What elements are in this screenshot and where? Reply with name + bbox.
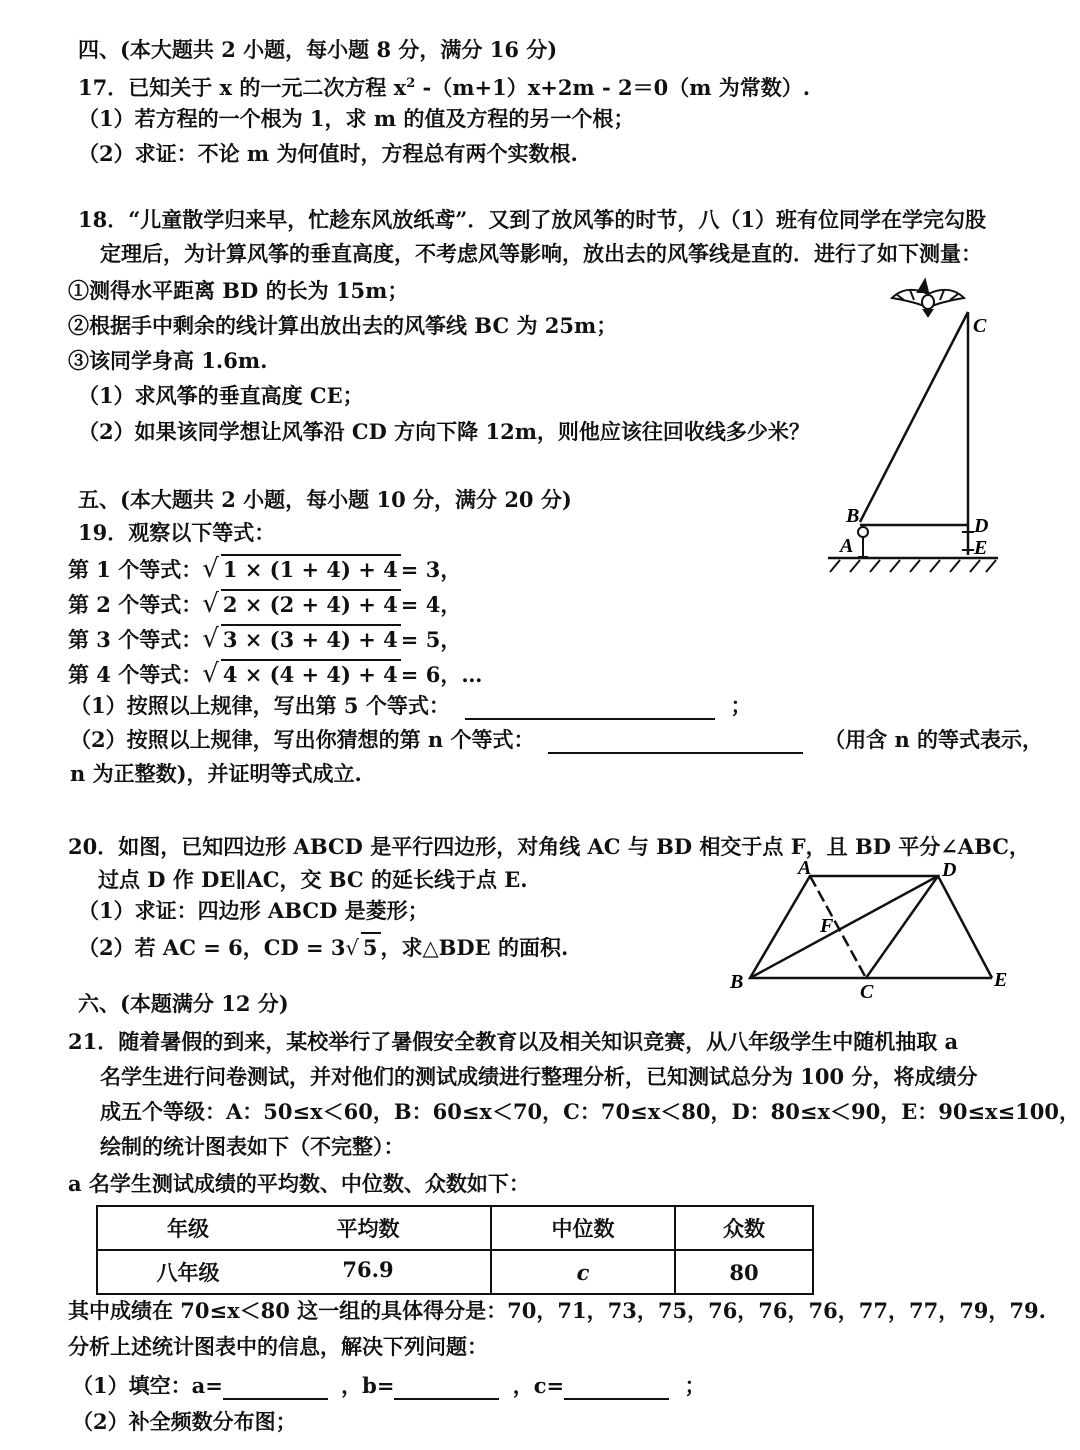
q19-equation-3 [68, 624, 461, 654]
label-a: A [798, 860, 812, 879]
section-6-heading: 六、(本题满分 12 分) [78, 991, 289, 1016]
sqrt-sign-icon: √ [202, 589, 219, 619]
equation-label: 第 2 个等式： [68, 592, 203, 617]
q20-part2-pre: （2）若 AC = 6，CD = 3 [78, 935, 346, 960]
label-c: C [860, 981, 874, 1000]
q19-part1-end: ； [730, 693, 752, 718]
q18-measure1: ①测得水平距离 BD 的长为 15m； [68, 278, 409, 303]
table-cell-median: c [491, 1250, 675, 1294]
equation-radicand: 1 × (1 + 4) + 4 [221, 554, 401, 584]
q19-equation-2 [68, 589, 461, 619]
q18-line1: 18．“儿童散学归来早，忙趁东风放纸鸢”．又到了放风筝的时节，八（1）班有位同学在学完勾股 [78, 207, 986, 232]
equation-radicand: 2 × (2 + 4) + 4 [221, 589, 401, 619]
table-header-mode: 众数 [675, 1206, 813, 1250]
q21-fill-c-label: ，c= [512, 1373, 565, 1398]
table-cell-grade-mean [97, 1250, 491, 1294]
label-a: A [840, 535, 854, 557]
q19-part2-line2: n 为正整数)，并证明等式成立. [70, 761, 362, 786]
q17-stem [78, 70, 810, 102]
label-d: D [942, 860, 957, 881]
equation-label: 第 1 个等式： [68, 557, 203, 582]
equation-rhs: = 3， [400, 557, 462, 582]
q21-fill-b-label: ，b= [341, 1373, 395, 1398]
q19-part2 [70, 726, 1043, 754]
q21-fill-end: ； [684, 1373, 706, 1398]
segment-de [938, 876, 992, 978]
q21-line3: 成五个等级：A：50≤x＜60，B：60≤x＜70，C：70≤x＜80，D：80≤x＜90，E：90≤x≤100， [100, 1099, 1080, 1124]
kite-figure [820, 270, 1020, 580]
q21-line5: a 名学生测试成绩的平均数、中位数、众数如下： [68, 1171, 530, 1196]
table-cell-mode: 80 [675, 1250, 813, 1294]
q21-fill-a-label: （1）填空：a= [72, 1373, 223, 1398]
q21-part2: （2）补全频数分布图； [72, 1409, 297, 1434]
equation-rhs: = 5， [400, 627, 462, 652]
equation-label: 第 3 个等式： [68, 627, 203, 652]
q19-part2-text: （2）按照以上规律，写出你猜想的第 n 个等式： [70, 727, 535, 752]
diagonal-ac [810, 876, 866, 978]
label-c: C [973, 315, 987, 337]
label-b: B [846, 505, 860, 527]
q19-part1 [70, 692, 751, 720]
label-f: F [820, 915, 834, 937]
person-icon [858, 527, 868, 557]
label-e: E [974, 537, 988, 559]
sqrt-sign-icon: √ [202, 659, 219, 689]
label-d: D [974, 515, 989, 537]
q17-part2: （2）求证：不论 m 为何值时，方程总有两个实数根. [78, 141, 578, 166]
parallelogram-figure [720, 860, 1020, 1000]
answer-blank-5th-equation[interactable] [465, 698, 715, 720]
table-header-mean: 平均数 [336, 1216, 400, 1241]
q20-line2: 过点 D 作 DE∥AC，交 BC 的延长线于点 E. [98, 867, 528, 892]
answer-blank-a[interactable] [223, 1378, 328, 1400]
answer-blank-c[interactable] [564, 1378, 669, 1400]
q21-line1: 21．随着暑假的到来，某校举行了暑假安全教育以及相关知识竞赛，从八年级学生中随机抽取 a [68, 1029, 959, 1054]
q19-equation-4 [68, 659, 482, 689]
q21-line2: 名学生进行问卷测试，并对他们的测试成绩进行整理分析，已知测试总分为 100 分，将成绩分 [100, 1064, 978, 1089]
q18-part2: （2）如果该同学想让风筝沿 CD 方向下降 12m，则他应该往回收线多少米？ [78, 419, 810, 444]
q18-part1: （1）求风筝的垂直高度 CE； [78, 383, 364, 408]
q17-part1: （1）若方程的一个根为 1，求 m 的值及方程的另一个根； [78, 106, 635, 131]
q19-part1-text: （1）按照以上规律，写出第 5 个等式： [70, 693, 450, 718]
equation-radicand: 3 × (3 + 4) + 4 [221, 624, 401, 654]
sqrt-sign-icon: √ [202, 554, 219, 584]
q20-line1: 20．如图，已知四边形 ABCD 是平行四边形，对角线 AC 与 BD 相交于点 F，且 BD 平分∠ABC， [68, 834, 1030, 859]
diagonal-bd [750, 876, 938, 978]
table-header-median: 中位数 [491, 1206, 675, 1250]
equation-rhs: = 6，… [400, 662, 483, 687]
q21-line7: 分析上述统计图表中的信息，解决下列问题： [68, 1334, 488, 1359]
q18-line2: 定理后，为计算风筝的垂直高度，不考虑风等影响，放出去的风筝线是直的．进行了如下测量： [100, 241, 982, 266]
stats-table [96, 1205, 814, 1295]
q20-part1: （1）求证：四边形 ABCD 是菱形； [78, 898, 429, 923]
section-4-heading: 四、(本大题共 2 小题，每小题 8 分，满分 16 分) [78, 37, 558, 62]
q20-part2-post: ，求△BDE 的面积. [380, 935, 569, 960]
table-row [97, 1250, 813, 1294]
table-header-grade: 年级 [167, 1216, 209, 1241]
table-header-grade-mean-cell [97, 1206, 491, 1250]
q17-stem-post: -（m+1）x+2m - 2＝0（m 为常数）. [415, 75, 811, 100]
q18-measure2: ②根据手中剩余的线计算出放出去的风筝线 BC 为 25m； [68, 313, 618, 338]
q17-stem-superscript: 2 [406, 76, 416, 91]
q19-part2-end: （用含 n 的等式表示， [824, 727, 1044, 752]
q17-stem-pre: 17．已知关于 x 的一元二次方程 x [78, 75, 407, 100]
sqrt-sign-icon: √ [202, 624, 219, 654]
q20-sqrt-radicand: 5 [361, 932, 381, 962]
table-header-row [97, 1206, 813, 1250]
q20-part2 [78, 932, 568, 962]
equation-rhs: = 4， [400, 592, 462, 617]
equation-label: 第 4 个等式： [68, 662, 203, 687]
answer-blank-b[interactable] [394, 1378, 499, 1400]
q21-part1 [72, 1372, 705, 1400]
q19-stem: 19．观察以下等式： [78, 520, 276, 545]
q19-equation-1 [68, 554, 461, 584]
label-b: B [730, 971, 744, 993]
table-cell-mean: 76.9 [342, 1257, 394, 1282]
q21-line4: 绘制的统计图表如下（不完整）： [100, 1134, 405, 1159]
kite-icon [892, 280, 964, 316]
label-e: E [994, 969, 1008, 991]
answer-blank-nth-equation[interactable] [548, 732, 803, 754]
ground-hatching [830, 560, 996, 572]
sqrt-sign-icon: √ [345, 936, 359, 960]
equation-radicand: 4 × (4 + 4) + 4 [221, 659, 401, 689]
section-5-heading: 五、(本大题共 2 小题，每小题 10 分，满分 20 分) [78, 487, 572, 512]
kite-string-bc [860, 312, 968, 522]
q18-measure3: ③该同学身高 1.6m. [68, 348, 268, 373]
q21-line6: 其中成绩在 70≤x＜80 这一组的具体得分是：70，71，73，75，76，76，76，77，77，79，79. [68, 1298, 1046, 1323]
table-cell-grade: 八年级 [156, 1260, 220, 1285]
